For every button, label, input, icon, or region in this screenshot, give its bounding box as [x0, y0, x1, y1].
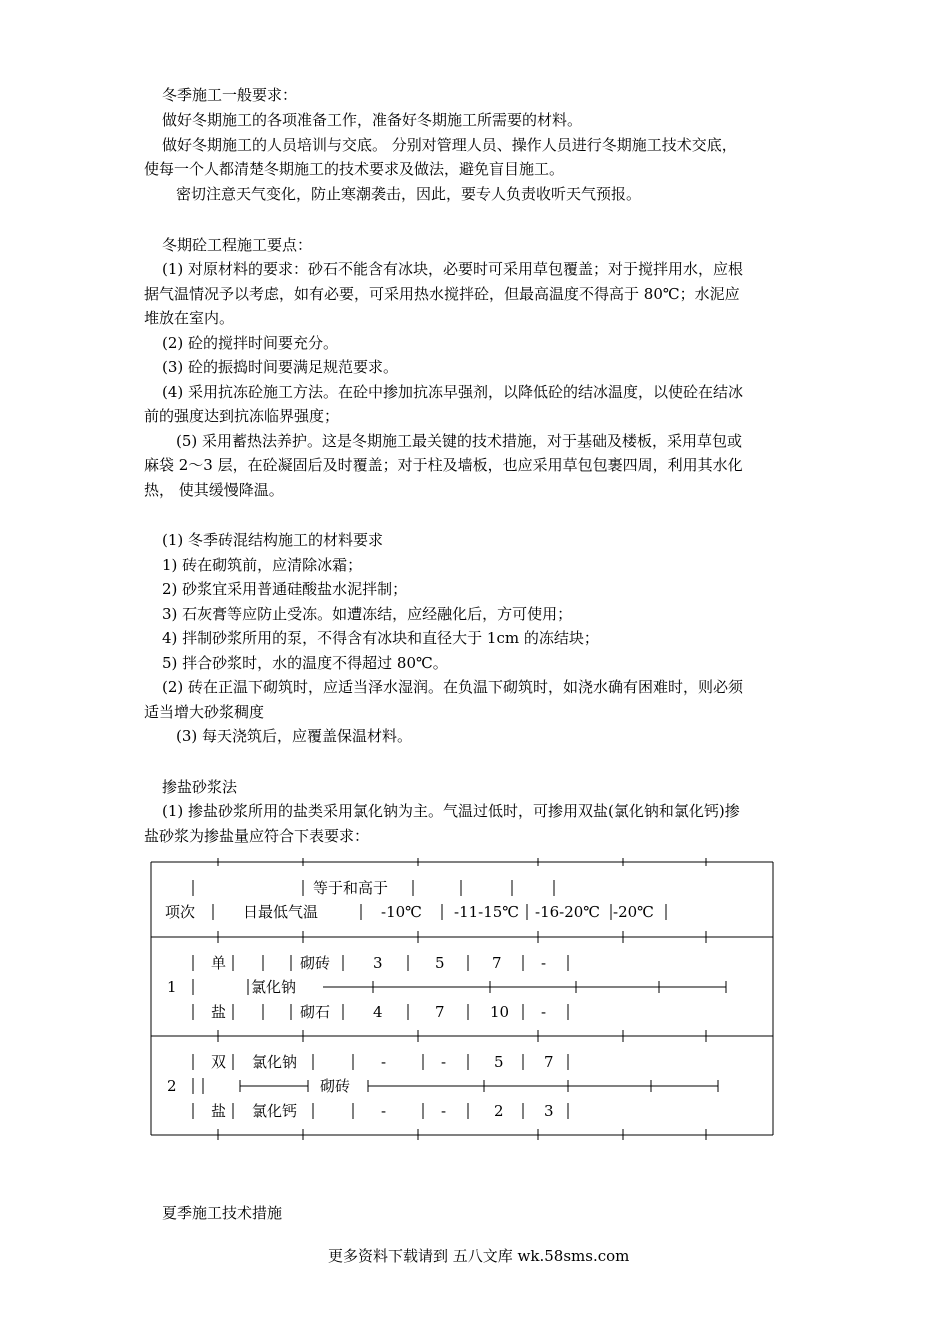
row1-brick-label: 砌砖 [300, 954, 331, 972]
paragraph-line: (5) 采用蓄热法养护。这是冬期施工最关键的技术措施，对于基础及楼板，采用草包或 [176, 432, 743, 450]
concrete-heading: 冬期砼工程施工要点： [162, 236, 313, 254]
header-item-no: 项次 [165, 903, 196, 921]
row1-brick-value: 5 [435, 954, 445, 972]
double-salt-bottom: 盐 [211, 1102, 227, 1120]
paragraph-line: 做好冬期施工的各项准备工作，准备好冬期施工所需要的材料。 [162, 111, 583, 129]
row1-brick-value: 7 [492, 954, 502, 972]
paragraph-line: 1) 砖在砌筑前，应清除冰霜； [162, 556, 363, 574]
header-temp: -11-15℃ [454, 903, 520, 921]
row1-brick-value: 3 [373, 954, 383, 972]
paragraph-line: 麻袋 2～3 层，在砼凝固后及时覆盖；对于柱及墙板，也应采用草包包裹四周，利用其水化 [144, 456, 743, 474]
row2-cacl-label: 氯化钙 [252, 1102, 298, 1120]
winter-general-heading: 冬季施工一般要求： [162, 86, 298, 104]
row2-cacl-value: - [381, 1102, 387, 1120]
header-daily-min-temp: 日最低气温 [243, 903, 319, 921]
summer-heading: 夏季施工技术措施 [162, 1204, 283, 1222]
paragraph-line: 前的强度达到抗冻临界强度； [144, 407, 340, 425]
paragraph-line: 据气温情况予以考虑，如有必要，可采用热水搅拌砼，但最高温度不得高于 80℃；水泥应 [144, 285, 740, 303]
paragraph-line: (2) 砖在正温下砌筑时，应适当泽水湿润。在负温下砌筑时，如浇水确有困难时，则必须 [162, 678, 744, 696]
row1-brick-value: - [541, 954, 547, 972]
row2-nacl-value: 7 [544, 1053, 554, 1071]
salt-dosage-table [148, 858, 778, 1143]
row1-stone-value: 10 [490, 1003, 510, 1021]
paragraph-line: 5) 拌合砂浆时，水的温度不得超过 80℃。 [162, 654, 448, 672]
row1-stone-value: 7 [435, 1003, 445, 1021]
header-equal-or-above: 等于和高于 [313, 879, 389, 897]
row2-nacl-value: - [441, 1053, 447, 1071]
paragraph-line: 4) 拌制砂浆所用的泵，不得含有冰块和直径大于 1cm 的冻结块； [162, 629, 599, 647]
row2-nacl-label: 氯化钠 [252, 1053, 298, 1071]
paragraph-line: 适当增大砂浆稠度 [144, 703, 265, 721]
paragraph-line: (3) 砼的振捣时间要满足规范要求。 [162, 358, 399, 376]
row2-nacl-value: - [381, 1053, 387, 1071]
paragraph-line: 密切注意天气变化，防止寒潮袭击，因此，要专人负责收听天气预报。 [176, 185, 642, 203]
paragraph-line: (1) 对原材料的要求：砂石不能含有冰块，必要时可采用草包覆盖；对于搅拌用水，应根 [162, 260, 744, 278]
header-temp: -10℃ [381, 903, 422, 921]
row2-nacl-value: 5 [494, 1053, 504, 1071]
row2-cacl-value: 2 [494, 1102, 504, 1120]
row1-stone-label: 砌石 [300, 1003, 331, 1021]
row2-cacl-value: - [441, 1102, 447, 1120]
paragraph-line: (1) 冬季砖混结构施工的材料要求 [162, 531, 384, 549]
row1-stone-value: - [541, 1003, 547, 1021]
row2-masonry-label: 砌砖 [320, 1077, 351, 1095]
footer-text: 更多资料下载请到 五八文库 wk.58sms.com [328, 1247, 630, 1265]
paragraph-line: 盐砂浆为掺盐量应符合下表要求： [144, 827, 370, 845]
single-salt-bottom: 盐 [211, 1003, 227, 1021]
paragraph-line: (1) 掺盐砂浆所用的盐类采用氯化钠为主。气温过低时，可掺用双盐(氯化钠和氯化钙)掺 [162, 802, 740, 820]
row1-salt-name: 氯化钠 [251, 978, 297, 996]
row1-item-no: 1 [167, 978, 177, 996]
row1-stone-value: 4 [373, 1003, 383, 1021]
table-rules [148, 858, 778, 1143]
row2-cacl-value: 3 [544, 1102, 554, 1120]
double-salt-top: 双 [211, 1053, 227, 1071]
header-temp: -20℃ [613, 903, 654, 921]
row2-item-no: 2 [167, 1077, 177, 1095]
paragraph-line: 做好冬期施工的人员培训与交底。 分别对管理人员、操作人员进行冬期施工技术交底， [162, 136, 737, 154]
paragraph-line: 3) 石灰膏等应防止受冻。如遭冻结，应经融化后，方可使用； [162, 605, 573, 623]
paragraph-line: (4) 采用抗冻砼施工方法。在砼中掺加抗冻早强剂，以降低砼的结冰温度，以使砼在结冰 [162, 383, 744, 401]
paragraph-line: 使每一个人都清楚冬期施工的技术要求及做法，避免盲目施工。 [144, 160, 565, 178]
salt-mortar-heading: 掺盐砂浆法 [162, 778, 238, 796]
header-temp: -16-20℃ [535, 903, 601, 921]
paragraph-line: 热， 使其缓慢降温。 [144, 481, 284, 499]
paragraph-line: (2) 砼的搅拌时间要充分。 [162, 334, 339, 352]
paragraph-line: 2) 砂浆宜采用普通硅酸盐水泥拌制； [162, 580, 408, 598]
paragraph-line: (3) 每天浇筑后，应覆盖保温材料。 [176, 727, 413, 745]
paragraph-line: 堆放在室内。 [144, 309, 235, 327]
single-salt-top: 单 [211, 954, 227, 972]
